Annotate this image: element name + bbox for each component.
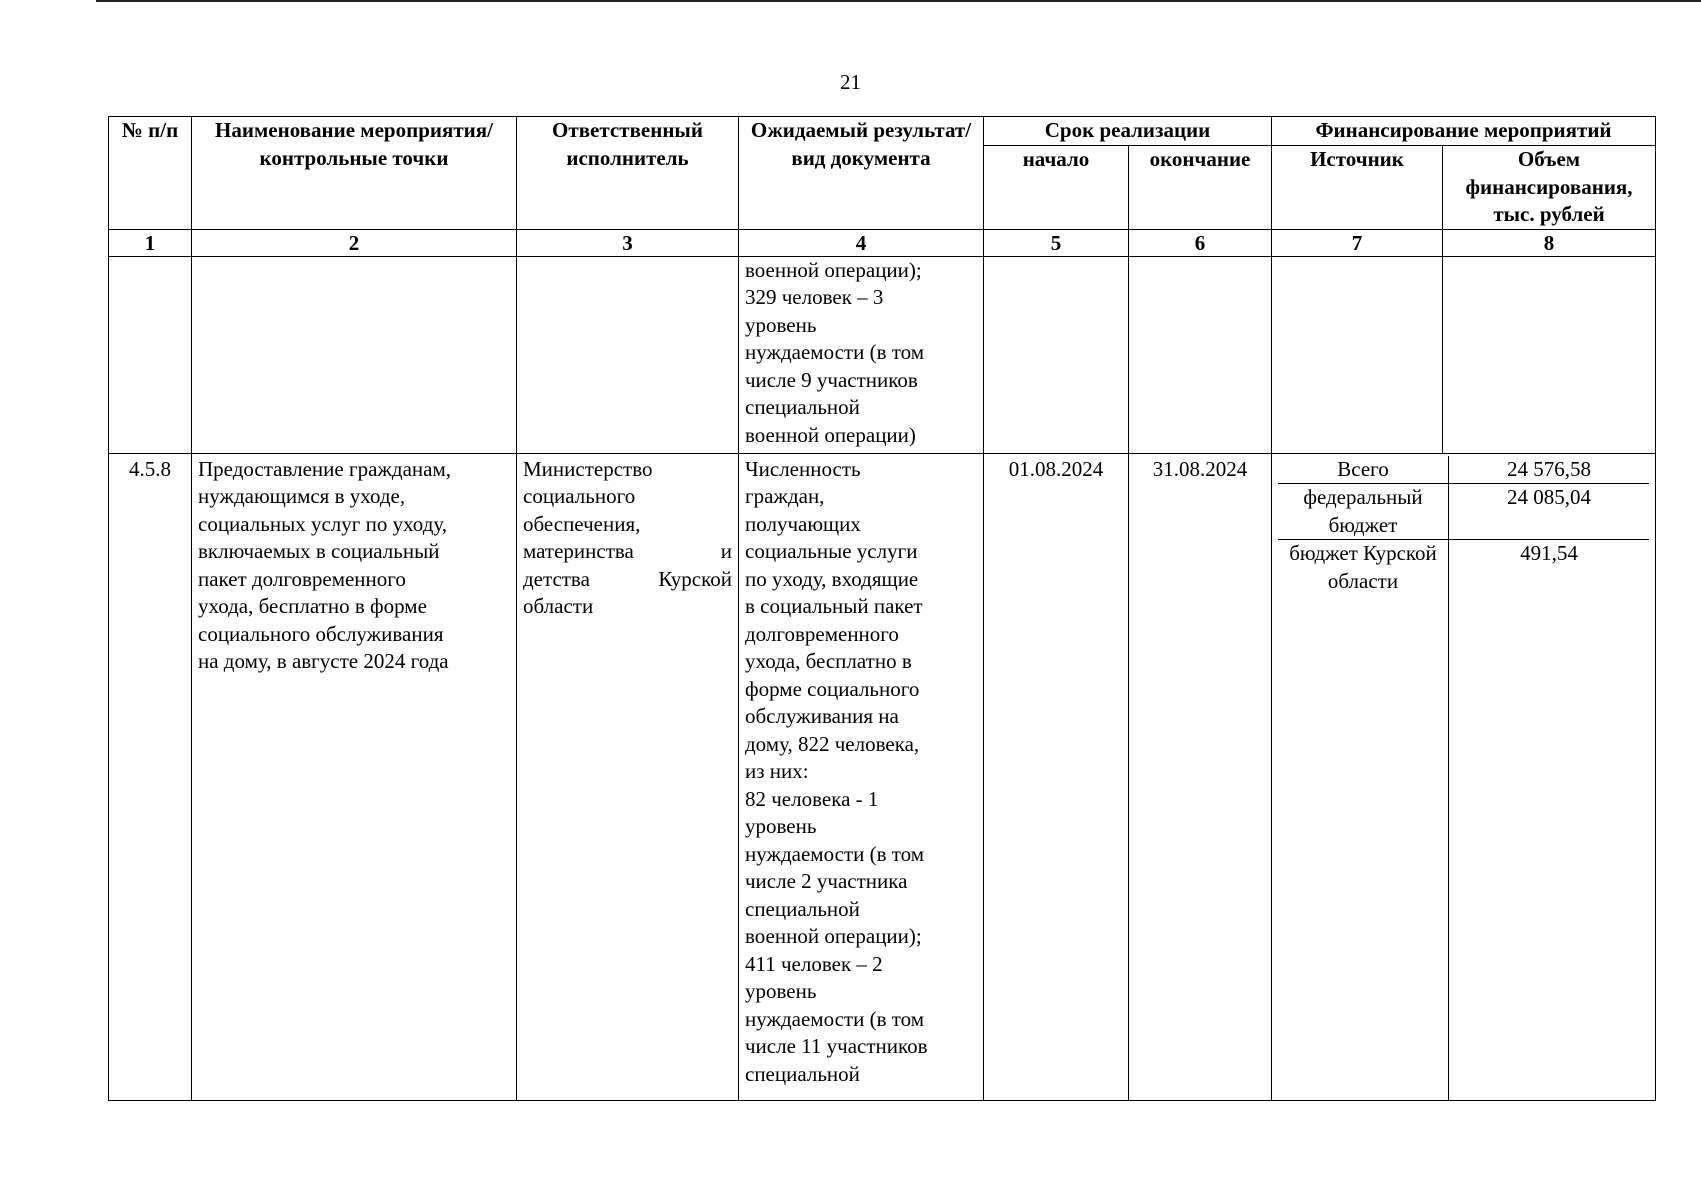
header-number: № п/п xyxy=(109,117,192,230)
text-line: нуждаемости (в том xyxy=(745,1006,925,1031)
text-line: числе 11 участников xyxy=(745,1034,928,1058)
continuation-row xyxy=(109,256,1656,453)
text-line: в социальный пакет xyxy=(745,594,923,618)
text-line: дому, 822 человека, xyxy=(745,731,920,756)
column-number: 3 xyxy=(517,229,739,256)
text-line: Численность xyxy=(745,456,861,481)
text-line: специальной xyxy=(745,395,860,419)
continuation-result xyxy=(739,256,984,453)
row-name xyxy=(192,453,517,1101)
header-name: Наименование мероприятия/контрольные точки xyxy=(192,117,517,230)
column-number: 7 xyxy=(1272,229,1443,256)
text-line: уровень xyxy=(745,979,817,1003)
header-result: Ожидаемый результат/вид документа xyxy=(739,117,984,230)
text-line: Министерство xyxy=(523,456,653,481)
text-line: уровень xyxy=(745,814,817,838)
header-responsible: Ответственный исполнитель xyxy=(517,117,739,230)
header-term-group: Срок реализации xyxy=(984,117,1272,146)
text-line: из них: xyxy=(745,759,809,783)
column-number: 8 xyxy=(1443,229,1656,256)
text-line: социальные услуги xyxy=(745,539,918,563)
column-number-row xyxy=(109,229,1656,256)
row-financing xyxy=(1272,453,1656,1101)
text-line: включаемых в социальный xyxy=(198,539,440,563)
text-line: на дому, в августе 2024 года xyxy=(198,649,449,673)
header-end: окончание xyxy=(1129,146,1272,230)
financing-amount: 24 085,04 xyxy=(1507,485,1591,509)
row-result xyxy=(739,453,984,1101)
financing-item xyxy=(1278,484,1649,540)
continuation-end xyxy=(1129,256,1272,453)
row-number: 4.5.8 xyxy=(109,453,192,1101)
text-line: 411 человек – 2 xyxy=(745,951,883,976)
text-line: 329 человек – 3 xyxy=(745,285,884,309)
top-rule xyxy=(96,0,1701,2)
column-number: 5 xyxy=(984,229,1129,256)
text-line: уровень xyxy=(745,312,817,337)
financing-list xyxy=(1278,454,1649,1101)
continuation-responsible xyxy=(517,256,739,453)
text-line: специальной xyxy=(745,896,860,921)
row-end-date: 31.08.2024 xyxy=(1129,453,1272,1101)
financing-item xyxy=(1278,540,1649,1100)
header-financing-group: Финансирование мероприятий xyxy=(1272,117,1656,146)
row-start-date: 01.08.2024 xyxy=(984,453,1129,1101)
continuation-start xyxy=(984,256,1129,453)
text-line: военной операции) xyxy=(745,422,916,447)
text-line: форме социального xyxy=(745,676,920,701)
page-number: 21 xyxy=(840,70,861,94)
text-line: получающих xyxy=(745,511,861,536)
text-line: специальной xyxy=(745,1061,860,1086)
text-line: военной операции); xyxy=(745,257,922,282)
text-line: социального обслуживания xyxy=(198,621,444,646)
text-line: социального xyxy=(523,484,636,508)
table-row xyxy=(109,453,1656,1101)
text-line: нуждаемости (в том xyxy=(745,841,925,866)
header-row-1 xyxy=(109,117,1656,146)
text-line: долговременного xyxy=(745,621,899,646)
column-number: 4 xyxy=(739,229,984,256)
text-line: нуждающимся в уходе, xyxy=(198,484,406,508)
financing-source: федеральный бюджет xyxy=(1278,484,1449,539)
text-line: детства Курской xyxy=(523,566,732,591)
header-amount: Объем финансирования, тыс. рублей xyxy=(1443,146,1656,230)
continuation-source xyxy=(1272,256,1443,453)
text-line: материнства и xyxy=(523,539,732,563)
text-line: области xyxy=(523,594,594,618)
continuation-name xyxy=(192,256,517,453)
text-line: военной операции); xyxy=(745,924,922,948)
text-line: граждан, xyxy=(745,484,825,508)
row-responsible xyxy=(517,453,739,1101)
continuation-number xyxy=(109,256,192,453)
text-line: нуждаемости (в том xyxy=(745,340,925,364)
text-line: социальных услуг по уходу, xyxy=(198,511,448,536)
column-number: 1 xyxy=(109,229,192,256)
text-line: числе 9 участников xyxy=(745,367,918,392)
text-line: Предоставление гражданам, xyxy=(198,456,452,481)
financing-source: бюджет Курской области xyxy=(1278,540,1449,1100)
financing-source: Всего xyxy=(1278,456,1449,484)
financing-amount: 24 576,58 xyxy=(1507,456,1591,481)
financing-item xyxy=(1278,454,1649,485)
column-number: 2 xyxy=(192,229,517,256)
text-line: обеспечения, xyxy=(523,511,641,536)
text-line: ухода, бесплатно в xyxy=(745,649,912,673)
column-number: 6 xyxy=(1129,229,1272,256)
text-line: ухода, бесплатно в форме xyxy=(198,594,427,618)
text-line: обслуживания на xyxy=(745,704,899,728)
continuation-amount xyxy=(1443,256,1656,453)
text-line: пакет долговременного xyxy=(198,566,406,591)
activities-table xyxy=(108,116,1656,1101)
financing-amount: 491,54 xyxy=(1520,541,1578,565)
header-start: начало xyxy=(984,146,1129,230)
header-source: Источник xyxy=(1272,146,1443,230)
text-line: числе 2 участника xyxy=(745,869,908,893)
text-line: по уходу, входящие xyxy=(745,566,919,591)
text-line: 82 человека - 1 xyxy=(745,786,879,811)
